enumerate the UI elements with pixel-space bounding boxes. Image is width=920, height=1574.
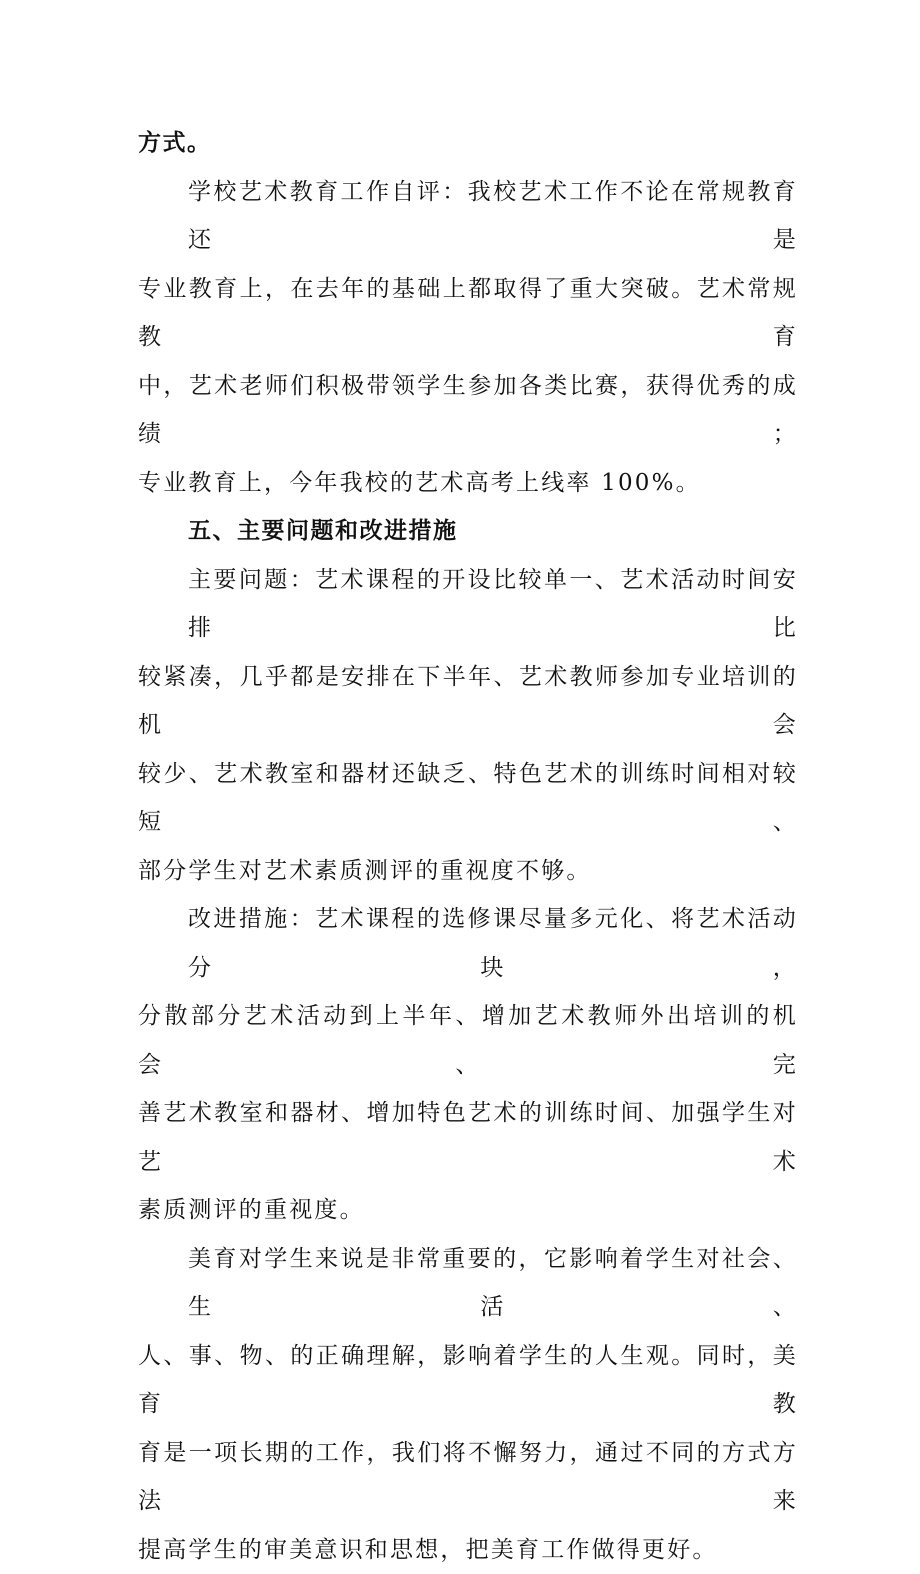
text-line: 主要问题：艺术课程的开设比较单一、艺术活动时间安排比 xyxy=(138,556,798,653)
text-line: 部分学生对艺术素质测评的重视度不够。 xyxy=(138,847,798,896)
self-evaluation-paragraph xyxy=(138,168,798,508)
text-line: 专业教育上，在去年的基础上都取得了重大突破。艺术常规教育 xyxy=(138,265,798,362)
text-line: 美育对学生来说是非常重要的，它影响着学生对社会、生活、 xyxy=(138,1235,798,1332)
text-line: 提高学生的审美意识和思想，把美育工作做得更好。 xyxy=(138,1526,798,1574)
text-line: 专业教育上，今年我校的艺术高考上线率 100%。 xyxy=(138,459,798,508)
text-line: 人、事、物、的正确理解，影响着学生的人生观。同时，美育教 xyxy=(138,1332,798,1429)
conclusion-paragraph xyxy=(138,1235,798,1574)
text-line: 学校艺术教育工作自评：我校艺术工作不论在常规教育还是 xyxy=(138,168,798,265)
section-heading xyxy=(138,507,798,556)
document-body xyxy=(138,119,798,1574)
text-line: 善艺术教室和器材、增加特色艺术的训练时间、加强学生对艺术 xyxy=(138,1089,798,1186)
text-line: 改进措施：艺术课程的选修课尽量多元化、将艺术活动分块， xyxy=(138,895,798,992)
measures-paragraph xyxy=(138,895,798,1235)
text-line: 分散部分艺术活动到上半年、增加艺术教师外出培训的机会、完 xyxy=(138,992,798,1089)
text-line: 育是一项长期的工作，我们将不懈努力，通过不同的方式方法来 xyxy=(138,1429,798,1526)
text-line: 素质测评的重视度。 xyxy=(138,1186,798,1235)
text-line: 较少、艺术教室和器材还缺乏、特色艺术的训练时间相对较短、 xyxy=(138,750,798,847)
problems-paragraph xyxy=(138,556,798,896)
text-line: 中，艺术老师们积极带领学生参加各类比赛，获得优秀的成绩； xyxy=(138,362,798,459)
section-heading-text: 五、主要问题和改进措施 xyxy=(138,507,798,556)
text-line: 较紧凑，几乎都是安排在下半年、艺术教师参加专业培训的机会 xyxy=(138,653,798,750)
fragment-heading xyxy=(138,119,798,168)
fragment-heading-text: 方式。 xyxy=(138,119,798,168)
